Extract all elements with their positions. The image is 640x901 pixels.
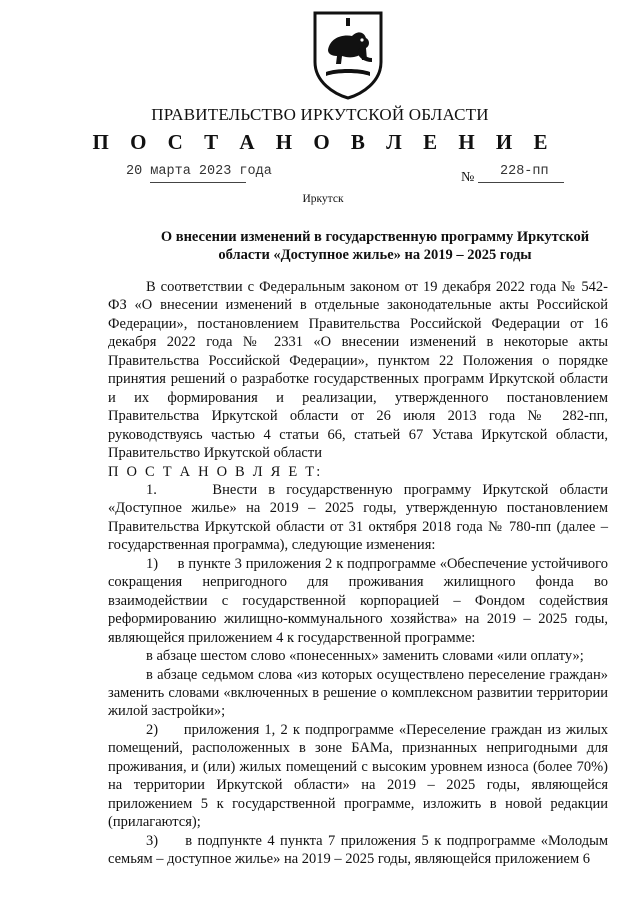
number-label: № [461, 170, 475, 185]
resolves-heading: П О С Т А Н О В Л Я Е Т: [108, 463, 323, 480]
list-item: 2) приложения 1, 2 к подпрограмме «Переселение граждан из жилых помещений, расположенных в зоне БАМа, признанных непригодными для проживания, и (или) жилых помещений с высоким уровнем износа (более 70%) на территории Иркутской области» на 2019 – 2025 годы, являющейся приложением 5 к государственной программе, изложить в новой редакции (прилагаются); [108, 721, 612, 831]
list-item: 1) в пункте 3 приложения 2 к подпрограмме «Обеспечение устойчивого сокращения непригодного для проживания жилищного фонда во взаимодействии с государственной корпорацией – Фондом содействия реформированию жилищно-коммунального хозяйства» на 2019 – 2025 годы, являющейся приложением 4 к государственной программе: [108, 555, 612, 646]
list-item: 1. Внести в государственную программу Иркутской области «Доступное жилье» на 2019 – 2025 годы, утвержденную постановлением Правительства Иркутской области от 31 октября 2018 года № 780-пп (далее – государственная программа), следующие изменения: [108, 481, 612, 554]
number-underline [478, 182, 564, 183]
list-item: 3) в подпункте 4 пункта 7 приложения 5 к подпрограмме «Молодым семьям – доступное жилье» на 2019 – 2025 годы, являющейся приложением 6 [108, 832, 612, 868]
document-date: 20 марта 2023 года [126, 164, 272, 179]
preamble-paragraph: В соответствии с Федеральным законом от 19 декабря 2022 года № 542-ФЗ «О внесении изменений в отдельные законодательные акты Российской Федерации», постановлением Правительства Российской Федерации от 16 декабря 2022 года № 2331 «О внесении изменений в некоторые акты Правительства Российской Федерации», пунктом 22 Положения о порядке принятия решений о разработке государственных программ Иркутской области и их формирования и реализации, утвержденного постановлением Правительства Иркутской области от 26 июля 2013 года № 282-пп, руководствуясь частью 4 статьи 66, статьей 67 Устава Иркутской области, Правительство Иркутской области [108, 279, 608, 462]
list-item: в абзаце седьмом слова «из которых осуществлено переселение граждан» заменить словами «включенных в решение о комплексном развитии территории жилой застройки»; [108, 666, 608, 720]
city-name: Иркутск [302, 193, 344, 205]
list-item: в абзаце шестом слово «понесенных» заменить словами «или оплату»; [146, 648, 584, 665]
government-name: ПРАВИТЕЛЬСТВО ИРКУТСКОЙ ОБЛАСТИ [151, 105, 489, 124]
document-type: П О С Т А Н О В Л Е Н И Е [92, 130, 556, 154]
document-body [108, 278, 612, 869]
document-subject: О внесении изменений в государственную программу Иркутской области «Доступное жилье» на 2019 – 2025 годы [160, 229, 590, 263]
irkutsk-coat-of-arms-icon [312, 10, 384, 100]
date-underline [150, 182, 246, 183]
document-number: 228-пп [500, 164, 549, 179]
